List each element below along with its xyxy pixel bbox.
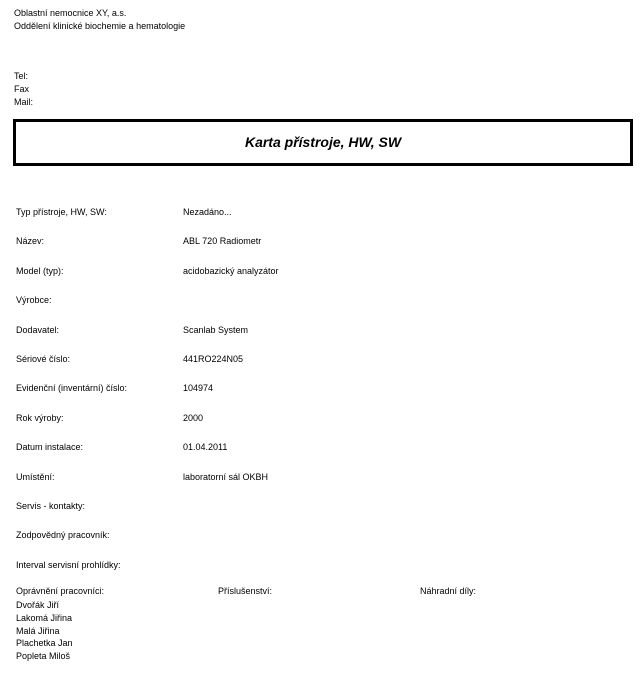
list-item: Popleta Miloš [16, 651, 71, 662]
field-value: laboratorní sál OKBH [183, 471, 269, 482]
authorized-workers-list [16, 600, 73, 664]
field-value: acidobazický analyzátor [183, 265, 279, 276]
title-box [13, 119, 633, 166]
list-item: Plachetka Jan [16, 638, 73, 649]
organization-name: Oblastní nemocnice XY, a.s. [14, 8, 127, 18]
field-label: Model (typ): [16, 265, 64, 276]
field-row [16, 383, 616, 412]
contact-block [14, 71, 33, 110]
field-label: Umístění: [16, 471, 55, 482]
field-value: Nezadáno... [183, 207, 232, 217]
field-label: Typ přístroje, HW, SW: [16, 207, 107, 217]
field-row [16, 560, 616, 589]
field-value: 2000 [183, 412, 204, 423]
field-row [16, 413, 616, 442]
field-row [16, 472, 616, 501]
field-label: Rok výroby: [16, 412, 64, 423]
field-row [16, 236, 616, 265]
mail-label: Mail: [14, 97, 34, 107]
field-label: Výrobce: [16, 295, 52, 306]
field-row [16, 325, 616, 354]
field-row [16, 207, 616, 236]
field-label: Dodavatel: [16, 324, 60, 335]
list-item: Malá Jiřina [16, 625, 60, 636]
field-label: Servis - kontakty: [16, 500, 86, 511]
department-name: Oddělení klinické biochemie a hematologie [14, 21, 186, 31]
field-label: Interval servisní prohlídky: [16, 559, 121, 570]
list-item: Lakomá Jiřina [16, 612, 73, 623]
fax-label: Fax [14, 84, 30, 94]
field-value: Scanlab System [183, 324, 249, 335]
field-label: Sériové číslo: [16, 353, 71, 364]
field-value: 01.04.2011 [183, 442, 228, 453]
accessories-label: Příslušenství: [218, 586, 273, 596]
tel-label: Tel: [14, 71, 29, 81]
field-label: Zodpovědný pracovník: [16, 530, 110, 541]
device-fields [16, 207, 616, 589]
field-row [16, 501, 616, 530]
field-label: Datum instalace: [16, 442, 84, 453]
field-label: Název: [16, 236, 45, 247]
document-title: Karta přístroje, HW, SW [244, 134, 402, 151]
field-row [16, 295, 616, 324]
organization-header [14, 8, 185, 34]
field-value: ABL 720 Radiometr [183, 236, 262, 247]
spare-parts-label: Náhradní díly: [420, 586, 477, 596]
list-item: Dvořák Jiří [16, 600, 60, 610]
field-label: Evidenční (inventární) číslo: [16, 383, 128, 394]
field-value: 441RO224N05 [183, 353, 244, 364]
field-value: 104974 [183, 383, 214, 394]
field-row [16, 442, 616, 471]
authorized-workers-label: Oprávnění pracovníci: [16, 586, 105, 596]
field-row [16, 530, 616, 559]
field-row [16, 266, 616, 295]
field-row [16, 354, 616, 383]
